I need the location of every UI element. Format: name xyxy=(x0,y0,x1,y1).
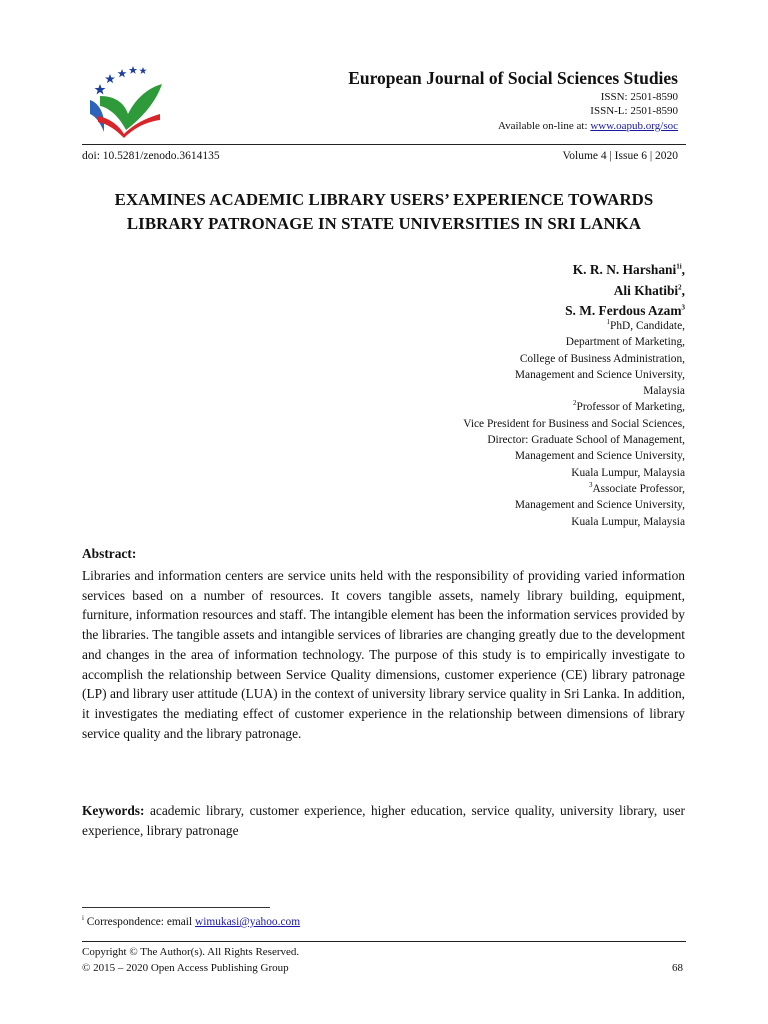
page-number: 68 xyxy=(672,962,683,974)
available-online xyxy=(498,120,678,132)
header-divider xyxy=(82,144,686,145)
stars-icon xyxy=(95,66,147,95)
issn: ISSN: 2501-8590 xyxy=(600,91,678,103)
affiliation-line: $^1$PhD, Candidate, xyxy=(606,318,685,332)
affiliation-line: Director: Graduate School of Management, xyxy=(487,434,685,447)
paper-title-line-1: EXAMINES ACADEMIC LIBRARY USERS’ EXPERIENCE TOWARDS xyxy=(114,190,654,209)
affiliation-line: Management and Science University, xyxy=(514,368,685,381)
affiliation-line: Vice President for Business and Social Sciences, xyxy=(463,417,685,430)
author-list xyxy=(565,260,685,322)
affiliation-line: College of Business Administration, xyxy=(519,352,685,365)
issn-l: ISSN-L: 2501-8590 xyxy=(590,105,678,117)
keywords xyxy=(82,801,685,841)
affiliation-list xyxy=(463,318,685,530)
paper-title-line-2: LIBRARY PATRONAGE IN STATE UNIVERSITIES IN SRI LANKA xyxy=(126,214,642,233)
author: S. M. Ferdous Azam$^3$ xyxy=(565,303,685,318)
affiliation-line: Department of Marketing, xyxy=(565,336,685,349)
author: Ali Khatibi$^2$, xyxy=(613,282,685,298)
keywords-label: Keywords: xyxy=(82,803,145,818)
footer-divider xyxy=(82,941,686,942)
available-online-label: Available on-line at: xyxy=(497,120,591,132)
journal-website-link[interactable]: www.oapub.org/soc xyxy=(590,120,678,132)
affiliation-line: $^3$Associate Professor, xyxy=(588,481,685,495)
correspondence-email-link[interactable]: wimukasi@yahoo.com xyxy=(194,916,301,928)
keywords-text: academic library, customer experience, higher education, service quality, university library, user experience, library patronage xyxy=(82,803,685,838)
affiliation-line: Kuala Lumpur, Malaysia xyxy=(571,466,685,479)
volume-issue-year: Volume 4 | Issue 6 | 2020 xyxy=(562,150,678,162)
affiliation-line: Management and Science University, xyxy=(514,499,685,512)
copyright-line: Copyright © The Author(s). All Rights Reserved. xyxy=(82,946,300,958)
affiliation-line: Malaysia xyxy=(643,385,685,398)
affiliation-line: Management and Science University, xyxy=(514,450,685,463)
journal-title: European Journal of Social Sciences Studies xyxy=(348,68,678,88)
author: K. R. N. Harshani$^{1i}$, xyxy=(572,262,685,277)
footnote: $^i$ Correspondence: email wimukasi@yahoo.com xyxy=(82,914,301,928)
abstract-text: Libraries and information centers are service units held with the responsibility of providing varied information services based on a number of resources. It covers tangible assets, namely library building, equipment, furniture, information resources and staff. The intangible element has been the information services provided by the libraries. The tangible assets and intangible services of libraries are changing greatly due to the development and changes in the area of information technology. The purpose of this study is to empirically investigate to accomplish the relationship between Service Quality dimensions, customer experience (CE) library patronage (LP) and library user attitude (LUA) in the context of university library service quality in Sri Lanka. In addition, it investigates the mediating effect of customer experience in the relationship between dimensions of library service quality and the library patronage. xyxy=(82,568,685,741)
publisher-line: © 2015 – 2020 Open Access Publishing Group xyxy=(82,962,289,974)
doi: doi: 10.5281/zenodo.3614135 xyxy=(82,150,220,162)
journal-logo-icon xyxy=(86,62,164,138)
abstract-heading: Abstract: xyxy=(82,546,137,561)
footnote-divider xyxy=(82,907,270,908)
affiliation-line: Kuala Lumpur, Malaysia xyxy=(571,515,685,528)
affiliation-line: $^2$Professor of Marketing, xyxy=(572,399,685,414)
paper-title xyxy=(82,188,686,236)
